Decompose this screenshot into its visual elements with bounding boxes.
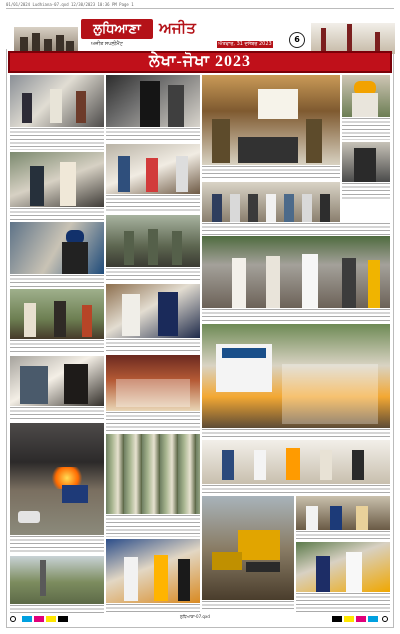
caption-7 [10,605,104,613]
photo-3 [10,222,104,274]
caption-12 [106,412,200,432]
masthead-title-right: ਅਜੀਤ [159,21,196,37]
caption-14 [106,604,200,612]
masthead-title-left: ਲੁਧਿਆਣਾ [81,19,153,39]
photo-22-bulldozer [202,496,294,600]
masthead-title-block [81,19,271,49]
photo-16 [342,75,390,117]
masthead-date: ਐਤਵਾਰ, 31 ਦਸੰਬਰ 2023 [218,41,272,47]
caption-9 [106,195,200,213]
caption-13 [106,515,200,537]
photo-13-cash [106,434,200,514]
caption-19 [202,309,390,323]
caption-8 [106,128,200,142]
photo-24 [296,542,390,592]
photo-7 [10,556,104,604]
masthead [6,9,394,49]
caption-10 [106,268,200,282]
page-number: 6 [289,32,305,48]
caption-24 [296,593,390,612]
photo-21-stage [202,440,390,484]
photo-8 [106,75,200,127]
caption-4 [10,340,104,354]
caption-16 [342,118,390,140]
print-registration-footer [10,614,390,624]
photo-14 [106,539,200,603]
caption-11 [106,339,200,353]
caption-20 [202,429,390,439]
caption-23 [296,531,390,541]
caption-3 [10,275,104,287]
caption-1 [10,128,104,150]
file-info-line: 01/01/2024 Ludhiana-07.qxd 12/30/2023 10:36 PM Page 1 [6,2,134,7]
caption-15 [202,166,340,180]
photo-1 [10,75,104,127]
photo-23 [296,496,390,530]
caption-17 [342,183,390,199]
photo-11 [106,284,200,338]
caption-18 [202,223,390,235]
photo-15 [202,75,340,165]
caption-6 [10,536,104,554]
footer-file-label: ਲੁਧਿਆਣਾ-07.qxd [180,614,210,619]
photo-10 [106,215,200,267]
photo-20-bus [202,324,390,428]
photo-19-rally [202,236,390,308]
caption-21 [202,485,390,495]
photo-2 [10,152,104,207]
photo-9 [106,144,200,194]
masthead-subtitle: ਅਜੀਤ ਸਪਲੀਮੈਂਟ [91,41,123,47]
photo-18-group [202,182,340,222]
photo-6-fire [10,423,104,535]
caption-5 [10,407,104,421]
photo-4 [10,289,104,339]
caption-22 [202,601,294,612]
masthead-clocktower-photo [311,23,395,54]
section-banner: ਲੇਖਾ-ਜੋਖਾ 2023 [8,51,392,73]
caption-2 [10,208,104,220]
photo-12 [106,355,200,411]
photo-17 [342,142,390,182]
photo-5 [10,356,104,406]
